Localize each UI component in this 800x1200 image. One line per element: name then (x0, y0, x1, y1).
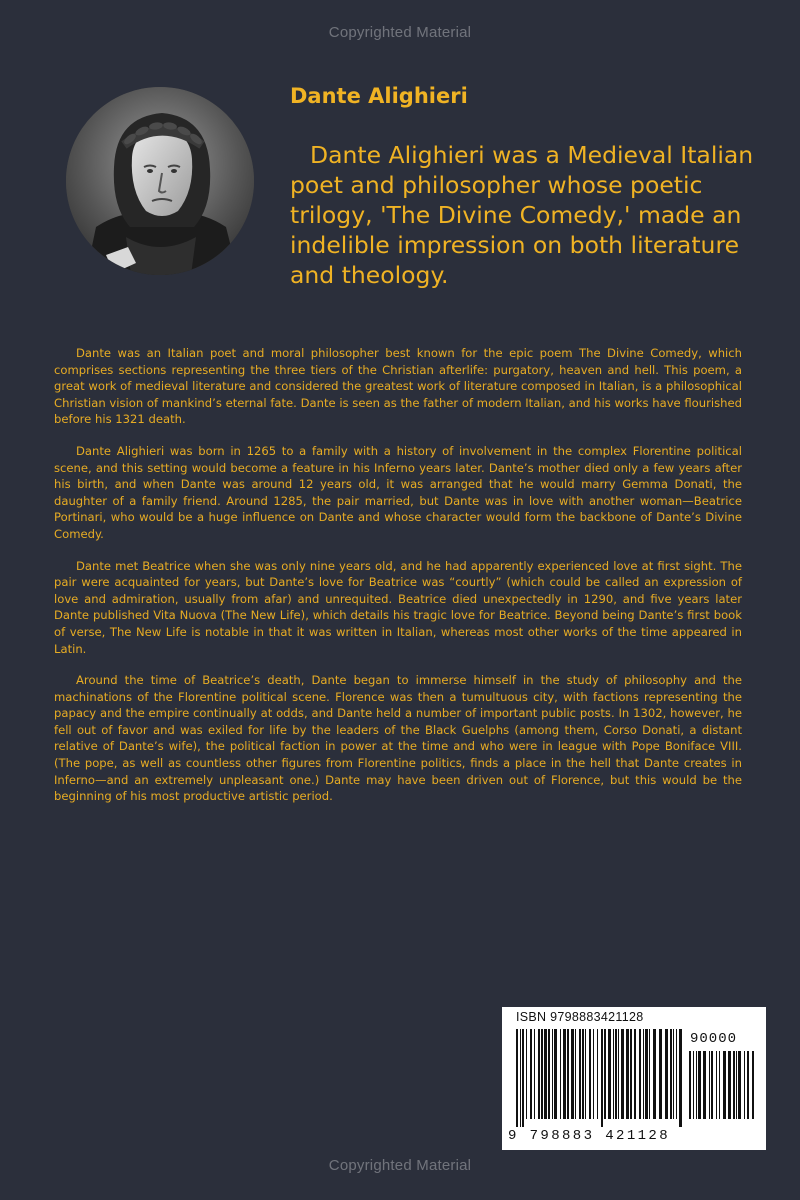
barcode-bar (621, 1029, 624, 1119)
biography-paragraph: Around the time of Beatrice’s death, Dante began to immerse himself in the study of philosophy and the machinations of the Florentine political scene. Florence was then a tumultuous city, with factions representing the papacy and the empire continually at odds, and Dante held a number of important public posts. In 1302, however, he fell out of favor and was exiled for life by the leaders of the Black Guelphs (among them, Corso Donati, a distant relative of Dante’s wife), the political faction in power at the time and who were in league with Pope Boniface VIII. (The pope, as well as countless other figures from Florentine politics, finds a place in the hell that Dante creates in Inferno—and an extremely unpleasant one.) Dante may have been driven out of Florence, but this would be the beginning of his most productive artistic period. (54, 673, 742, 804)
barcode-bar (703, 1051, 706, 1119)
ean-barcode (516, 1029, 686, 1127)
barcode-bar (645, 1029, 648, 1119)
barcode-bar (563, 1029, 566, 1119)
barcode-bar (579, 1029, 581, 1119)
barcode-bar (716, 1051, 717, 1119)
barcode-bar (548, 1029, 550, 1119)
barcode-bar (571, 1029, 574, 1119)
barcode-bar (618, 1029, 619, 1119)
barcode-bar (728, 1051, 731, 1119)
isbn-barcode-block (502, 1007, 766, 1150)
barcode-bar (554, 1029, 557, 1119)
barcode-bar (747, 1051, 749, 1119)
barcode-bar (585, 1029, 586, 1119)
barcode-bar (634, 1029, 636, 1119)
barcode-bar (709, 1051, 710, 1119)
barcode-bar (601, 1029, 603, 1127)
barcode-bar (544, 1029, 547, 1119)
barcode-bar (613, 1029, 614, 1119)
barcode-bar (744, 1051, 745, 1119)
barcode-bar (526, 1029, 527, 1119)
barcode-bar (653, 1029, 656, 1119)
barcode-bar (615, 1029, 617, 1119)
barcode-bar (520, 1029, 521, 1127)
barcode-bar (608, 1029, 611, 1119)
barcode-bar (679, 1029, 682, 1127)
barcode-bar (698, 1051, 701, 1119)
barcode-bar (719, 1051, 720, 1119)
barcode-bar (676, 1029, 677, 1119)
barcode-bar (626, 1029, 629, 1119)
copyright-watermark-bottom: Copyrighted Material (328, 1157, 472, 1174)
barcode-bar (522, 1029, 524, 1127)
barcode-bar (733, 1051, 735, 1119)
barcode-bar (696, 1051, 697, 1119)
barcode-bar (752, 1051, 754, 1119)
barcode-bar (560, 1029, 561, 1119)
biography-paragraph: Dante met Beatrice when she was only nine years old, and he had apparently experienced love at first sight. The pair were acquainted for years, but Dante’s love for Beatrice was “courtly” (which could be called an expression of love and admiration, usually from afar) and unrequited. Beatrice died unexpectedly in 1290, and five years later Dante published Vita Nuova (The New Life), which details his tragic love for Beatrice. Beyond being Dante’s first book of verse, The New Life is notable in that it was written in Italian, whereas most other works of the time appeared in Latin. (54, 558, 742, 656)
barcode-bar (552, 1029, 553, 1119)
isbn-label: ISBN 9798883421128 (516, 1010, 644, 1024)
barcode-bar (575, 1029, 576, 1119)
author-bio: Dante Alighieri was a Medieval Italian poet and philosopher whose poetic trilogy, 'The Divine Comedy,' made an indelible impression on both literature and theology. (290, 141, 754, 289)
barcode-bar (593, 1029, 594, 1119)
barcode-bar (738, 1051, 741, 1119)
author-name-heading: Dante Alighieri (290, 84, 468, 108)
price-addon-barcode (689, 1051, 755, 1127)
author-portrait (66, 87, 254, 275)
biography-body (54, 345, 742, 820)
barcode-bar (630, 1029, 632, 1119)
barcode-bar (693, 1051, 694, 1119)
barcode-bar (541, 1029, 543, 1119)
barcode-bar (567, 1029, 569, 1119)
barcode-bar (597, 1029, 598, 1119)
price-code-label: 90000 (690, 1031, 738, 1047)
barcode-bar (604, 1029, 606, 1119)
barcode-bar (530, 1029, 532, 1119)
barcode-bar (516, 1029, 518, 1127)
barcode-bar (670, 1029, 672, 1119)
barcode-bar (673, 1029, 674, 1119)
copyright-watermark-top: Copyrighted Material (328, 24, 472, 41)
biography-paragraph: Dante Alighieri was born in 1265 to a family with a history of involvement in the complex Florentine political scene, and this setting would become a feature in his Inferno years later. Dante’s mother died only a few years after his birth, and when Dante was around 12 years old, it was arranged that he would marry Gemma Donati, the daughter of a family friend. Around 1285, the pair married, but Dante was in love with another woman—Beatrice Portinari, who would be a huge influence on Dante and whose character would form the backbone of Dante’s Divine Comedy. (54, 443, 742, 541)
barcode-bar (689, 1051, 691, 1119)
barcode-bar (643, 1029, 644, 1119)
barcode-bar (538, 1029, 540, 1119)
barcode-bar (649, 1029, 650, 1119)
barcode-digits: 9 798883 421128 (508, 1128, 671, 1144)
barcode-bar (589, 1029, 591, 1119)
barcode-bar (659, 1029, 662, 1119)
barcode-bar (534, 1029, 535, 1119)
barcode-bar (736, 1051, 737, 1119)
barcode-bar (582, 1029, 584, 1119)
biography-paragraph: Dante was an Italian poet and moral philosopher best known for the epic poem The Divine Comedy, which comprises sections representing the three tiers of the Christian afterlife: purgatory, heaven and hell. This poem, a great work of medieval literature and considered the greatest work of literature composed in Italian, is a philosophical Christian vision of mankind’s eternal fate. Dante is seen as the father of modern Italian, and his works have flourished before his 1321 death. (54, 346, 742, 427)
barcode-bar (665, 1029, 668, 1119)
barcode-bar (711, 1051, 713, 1119)
barcode-bar (639, 1029, 641, 1119)
barcode-bar (723, 1051, 726, 1119)
